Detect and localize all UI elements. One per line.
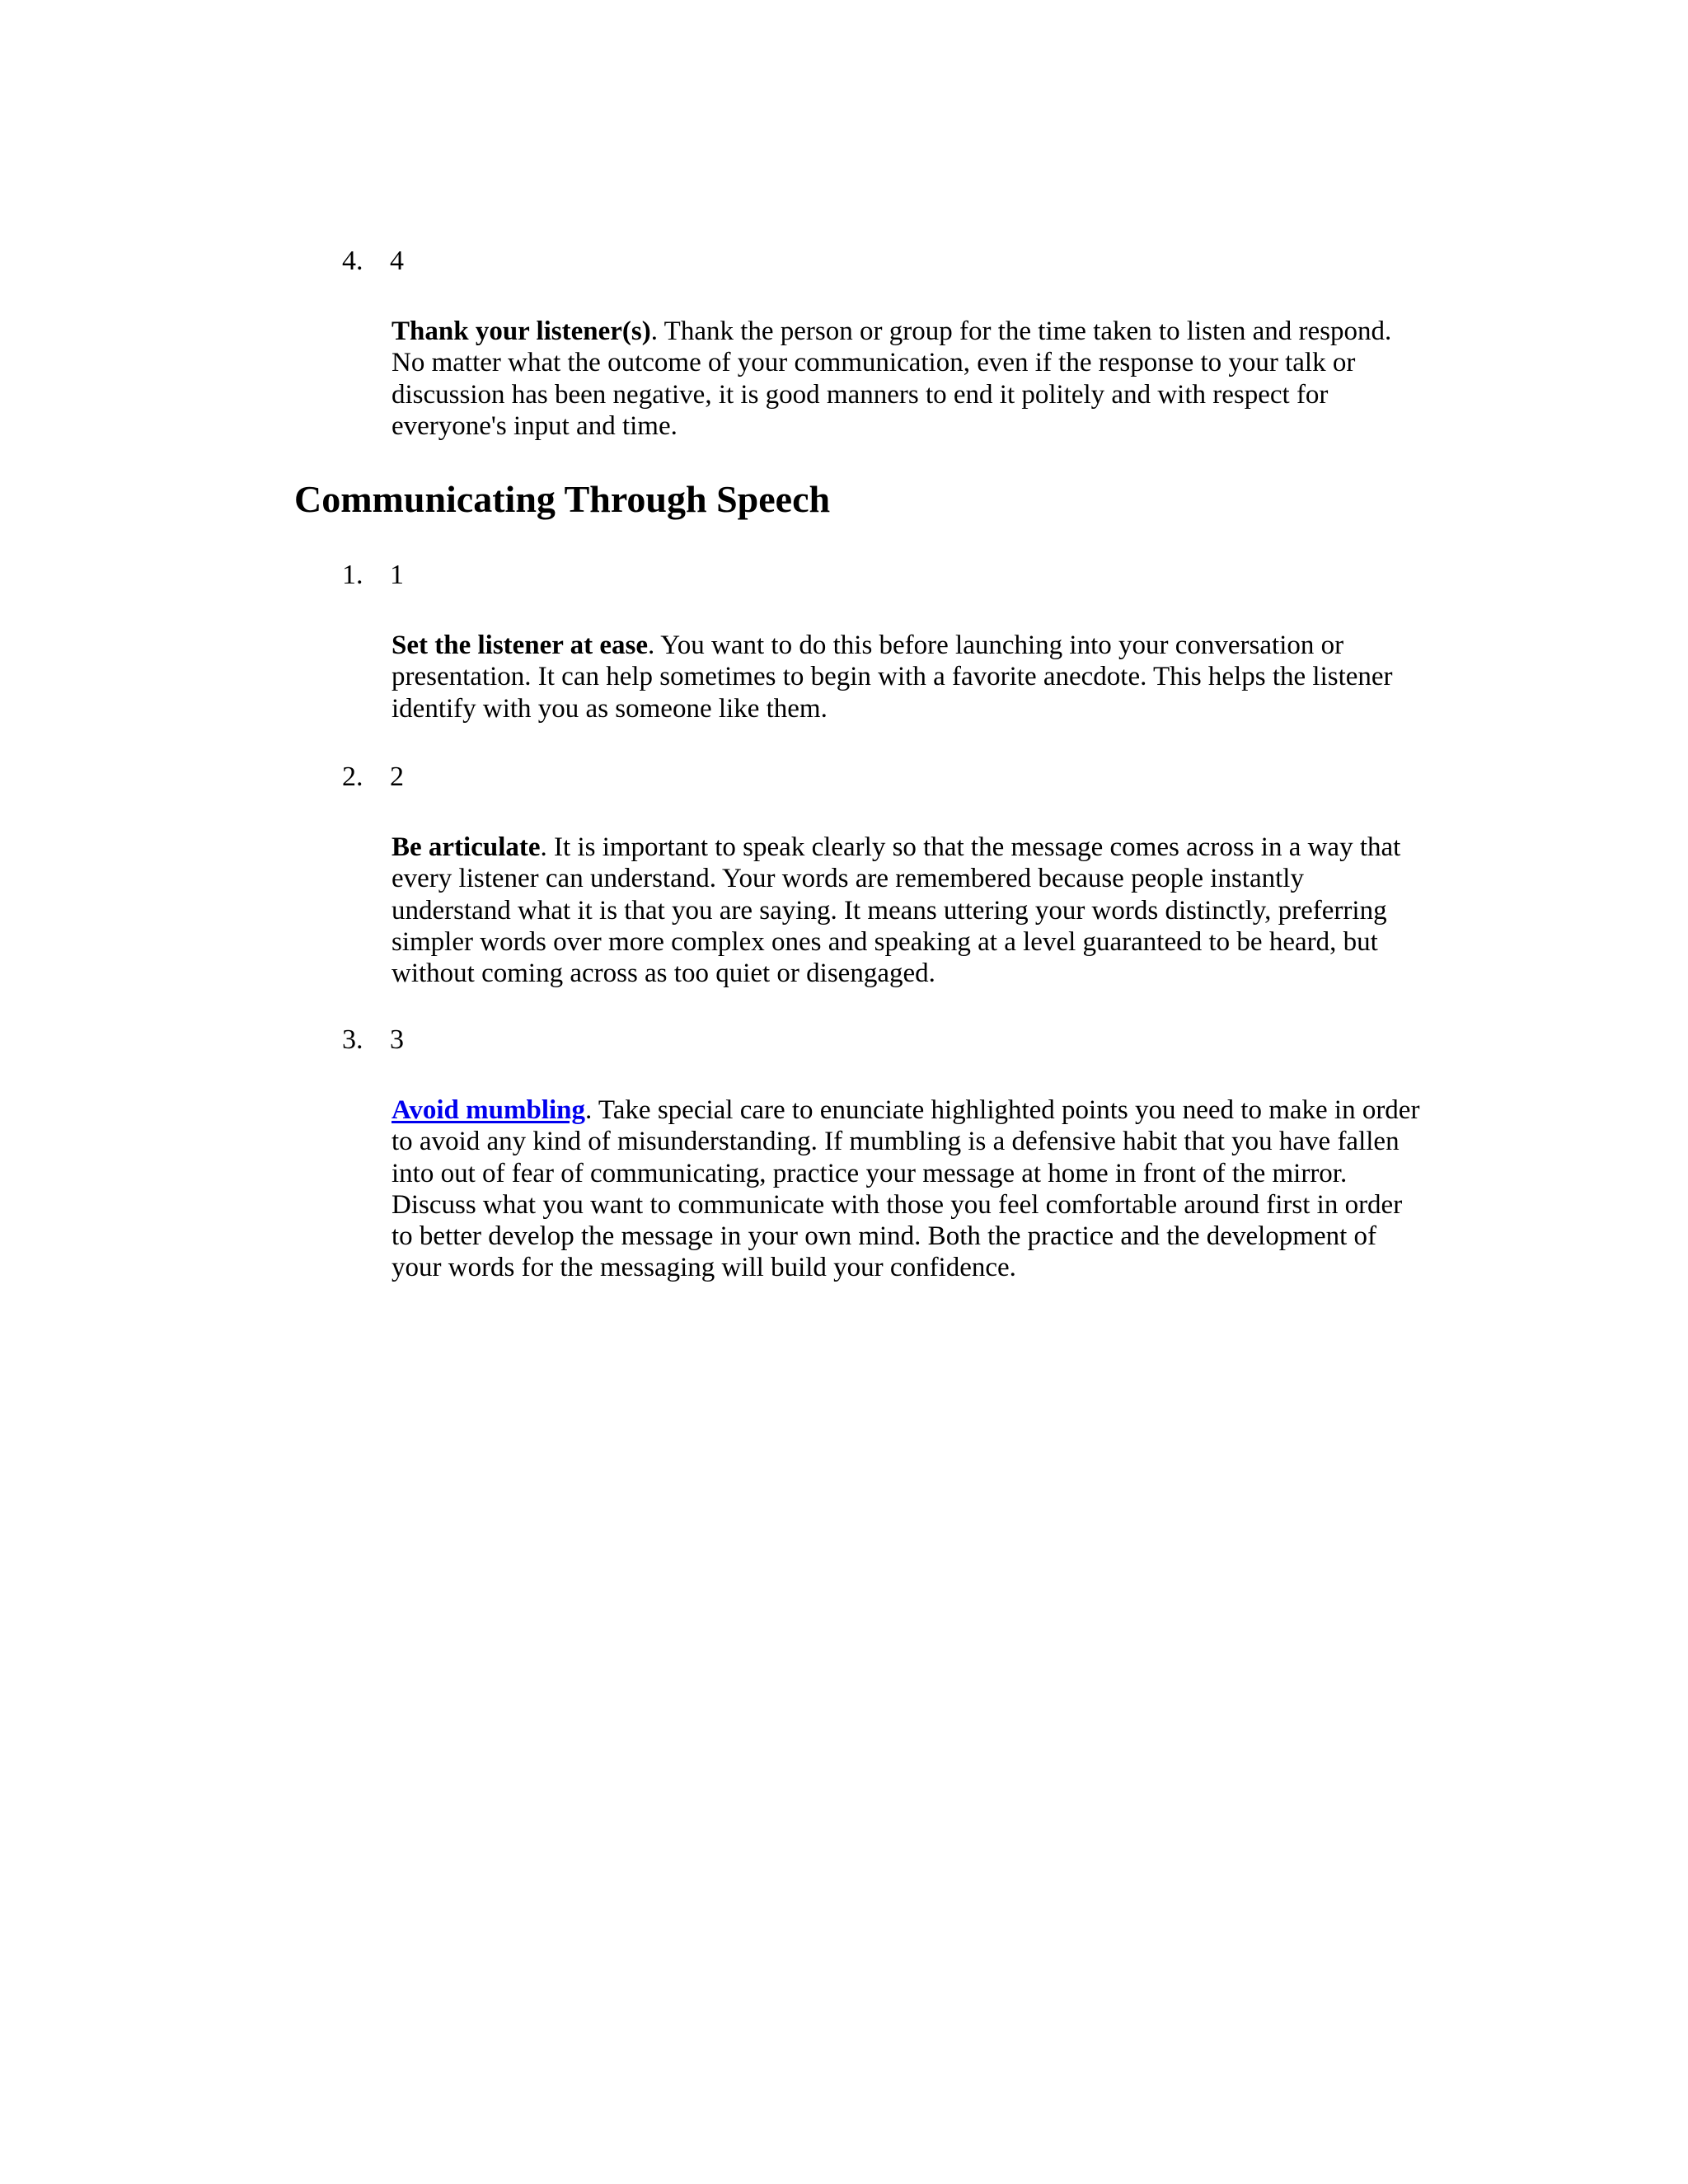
list-item-paragraph	[392, 316, 1426, 442]
avoid-mumbling-link[interactable]: Avoid mumbling	[392, 1095, 586, 1125]
list-item-paragraph	[392, 832, 1426, 989]
list-item-number: 3	[390, 1024, 404, 1055]
list-item-text: . Thank the person or group for the time taken to listen and respond. No matter what the outcome of your communication, even if the response to your talk or discussion has been negative, it is good manners to end it politely and with respect for everyone's input and time.	[392, 316, 1392, 441]
list-item-bold-lead: Set the listener at ease	[392, 630, 648, 660]
list-item-marker: 2.	[342, 762, 363, 792]
list-item-bold-lead: Be articulate	[392, 832, 541, 862]
list-item-marker: 4.	[342, 246, 363, 276]
list-item-paragraph	[392, 630, 1426, 724]
list-item-number: 1	[390, 560, 404, 590]
list-item-bold-lead: Thank your listener(s)	[392, 316, 651, 346]
list-item-text: . You want to do this before launching into your conversation or presentation. It can help sometimes to begin with a favorite anecdote. This helps the listener identify with you as someone like them.	[392, 630, 1393, 724]
list-item-marker: 1.	[342, 560, 363, 590]
list-item-text: . It is important to speak clearly so that the message comes across in a way that every listener can understand. Your words are remembered because people instantly understand what it is that you are saying. It means uttering your words distinctly, preferring simpler words over more complex ones and speaking at a level guaranteed to be heard, but without coming across as too quiet or disengaged.	[392, 832, 1401, 989]
section-heading: Communicating Through Speech	[294, 478, 831, 520]
list-item-number: 2	[390, 762, 404, 792]
list-item-marker: 3.	[342, 1024, 363, 1055]
list-item-number: 4	[390, 246, 404, 276]
list-item-text: . Take special care to enunciate highlighted points you need to make in order to avoid any kind of misunderstanding. If mumbling is a defensive habit that you have fallen into out of fear of communicating, practice your message at home in front of the mirror. Discuss what you want to communicate with those you feel comfortable around first in order to better develop the message in your own mind. Both the practice and the development of your words for the messaging will build your confidence.	[392, 1095, 1420, 1283]
list-item-paragraph	[392, 1094, 1426, 1284]
